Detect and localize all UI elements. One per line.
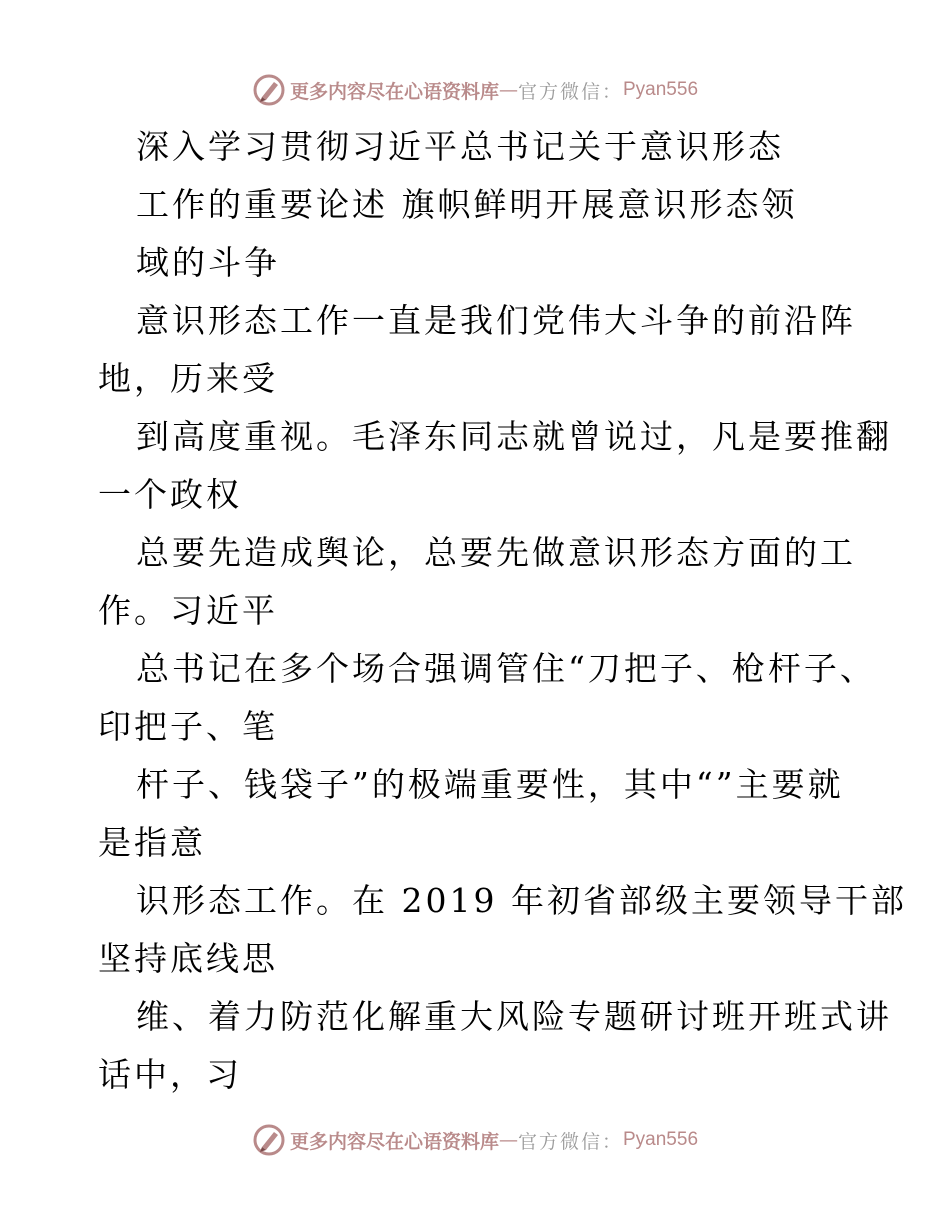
text-line: 坚持底线思 — [98, 939, 278, 978]
watermark-text: 更多内容尽在心语资料库 — [289, 1130, 499, 1153]
pen-logo-icon — [252, 1123, 286, 1157]
footer-watermark — [0, 1120, 950, 1160]
text-line: 印把子、笔 — [98, 707, 278, 746]
watermark-wechat-id: Pyan556 — [623, 79, 699, 100]
title-line-1: 深入学习贯彻习近平总书记关于意识形态 — [136, 127, 784, 166]
text-line: 地，历来受 — [98, 359, 278, 398]
text-line: 作。习近平 — [98, 591, 278, 630]
pen-logo-icon — [252, 73, 286, 107]
title-line-3: 域的斗争 — [136, 243, 280, 282]
text-line: 杆子、钱袋子”的极端重要性，其中“”主要就 — [136, 765, 844, 804]
text-line: 到高度重视。毛泽东同志就曾说过，凡是要推翻 — [136, 417, 892, 456]
text-line: 维、着力防范化解重大风险专题研讨班开班式讲 — [136, 997, 892, 1036]
title-line-2: 工作的重要论述 旗帜鲜明开展意识形态领 — [136, 185, 798, 224]
text-line: 总书记在多个场合强调管住“刀把子、枪杆子、 — [136, 649, 876, 688]
text-line: 总要先造成舆论，总要先做意识形态方面的工 — [136, 533, 856, 572]
watermark-dash: — — [498, 1129, 518, 1151]
watermark-official-label: 官方微信： — [517, 80, 623, 103]
watermark-official-label: 官方微信： — [517, 1130, 623, 1153]
header-watermark — [0, 70, 950, 110]
text-line: 是指意 — [98, 823, 206, 862]
text-line: 识形态工作。在 2019 年初省部级主要领导干部 — [136, 881, 907, 920]
watermark-text: 更多内容尽在心语资料库 — [289, 80, 499, 103]
text-line: 意识形态工作一直是我们党伟大斗争的前沿阵 — [136, 301, 856, 340]
watermark-dash: — — [498, 79, 518, 101]
text-line: 话中，习 — [98, 1055, 242, 1094]
text-line: 一个政权 — [98, 475, 242, 514]
watermark-wechat-id: Pyan556 — [623, 1129, 699, 1150]
